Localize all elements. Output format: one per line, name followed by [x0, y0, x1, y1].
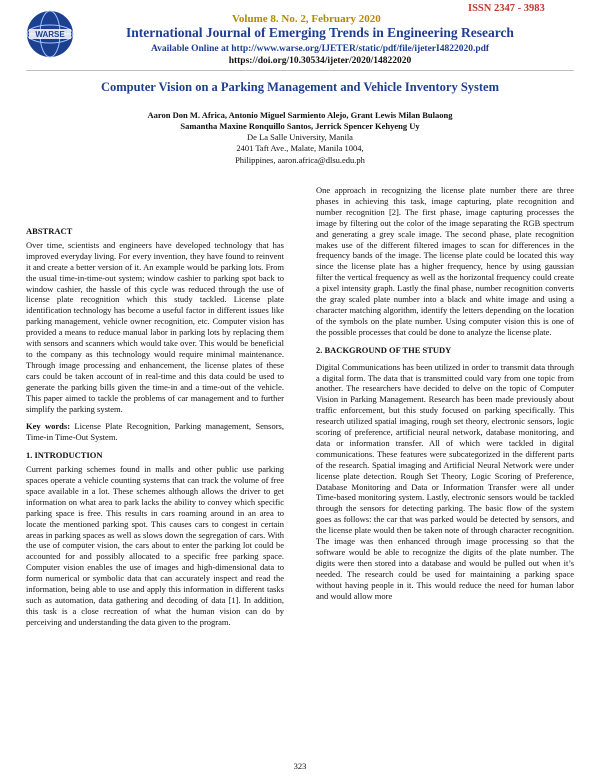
- doi-link[interactable]: https://doi.org/10.30534/ijeter/2020/14822020: [228, 56, 412, 66]
- warse-logo-icon: [26, 10, 74, 58]
- background-heading: 2. BACKGROUND OF THE STUDY: [316, 344, 452, 355]
- left-column: [26, 226, 284, 635]
- paper-title: Computer Vision on a Parking Management and Vehicle Inventory System: [100, 80, 500, 94]
- right-paragraph-1: One approach in recognizing the license plate number there are three phases in achieving this task, image capturing, plate recognition and number recognition [2]. The first phase, image capturing processes the image by filtering out the color of the image separating the RGB spectrum and generating a grey scale image. The second phase, plate recognition makes use of the different filtered images to scan for differences in the frequency bands of the image. The license plate could be located this way since the license plate has a higher frequency, hence by using gaussian filter the vertical frequency as well as the horizontal frequency could create a pixel intensity graph. Lastly the final phase, number recognition converts the gray scaled plate number into a black and white image and using a character matching algorithm, identify the letters depending on the location of the symbols on the plate number. Using computer vision this is one of the possible processes that could be done to analyze the license plate.: [316, 185, 574, 337]
- keywords: [26, 421, 284, 443]
- address-line-3: Philippines, aaron.africa@dlsu.edu.ph: [235, 155, 365, 165]
- volume-issue: Volume 8. No. 2, February 2020: [232, 13, 381, 25]
- address-line-2: 2401 Taft Ave., Malate, Manila 1004,: [236, 143, 364, 153]
- right-column: [316, 185, 574, 609]
- keywords-text: License Plate Recognition, Parking management, Sensors, Time-in Time-Out System.: [26, 421, 284, 443]
- keywords-label: Key words:: [26, 421, 71, 432]
- svg-text:WARSE: WARSE: [35, 30, 65, 39]
- journal-title: International Journal of Emerging Trends in Engineering Research: [126, 25, 514, 40]
- page-number: 323: [293, 761, 307, 771]
- authors-line-1: Aaron Don M. Africa, Antonio Miguel Sarmiento Alejo, Grant Lewis Milan Bulaong: [147, 110, 453, 120]
- right-paragraph-2: Digital Communications has been utilized in order to transmit data through a digital form. The data that is transmitted could vary from one topic from another. The researchers have decided to delve on the topic of Computer Vision in Parking Management. Research has been made previously about traffic enforcement, but this study focused on parking specifically. This research utilized spatial imaging, rough set theory, electronic sensors, logic scoring of preference, artificial neural network, database monitoring, and data or information transfer. All of which were tackled in digital communications. These features were subcategorized in the different parts of the research. Spatial imaging and Artificial Neural Network were under license plate detection. Rough Set Theory, Logic Scoring of Preference, Database Monitoring and Data or Information Transfer were all under Time-based monitoring system. Lastly, electronic sensors would be tackled through the sensors for detecting parking. The basic flow of the system goes as follows: the car that was parked would be detected by sensors, and the license plate would then be taken note of through character recognition. The image was then enhanced through image processing so that the software would be able to recognize the digits of the plate number. The digits were then stored into a database and would be pulled out when it’s needed. The research could be used for maintaining a parking space without having people in it. This would reduce the need for human labor and would allow more: [316, 361, 574, 601]
- introduction-heading: 1. INTRODUCTION: [26, 450, 103, 461]
- abstract-text: Over time, scientists and engineers have developed technology that has improved everyday living. For every invention, they have found to reinvent it and create a better version of it. An example would be parking lots. From the usual time-in-time-out system; window cashier to parking spot back to window cashier, the hassle of this cycle was reduced through the use of license plate recognition which this study tackled. License plate identification technology has become a useful factor in different issues like parking management, vehicle owner recognition, etc. Computer vision has provided a means to reduce manual labor in parking lots by replacing them with sensors and scanners which would take over. This would be beneficial to the company as this technology would require minimal maintenance. Through image processing and enhancement, the license plates of these cars could be taken account of in real-time and this data could be used to generate the parking bills given the time-in and a time-out of the vehicle. This paper aimed to tackle the problems of car management and to further simplify the parking system.: [26, 239, 284, 414]
- authors-line-2: Samantha Maxine Ronquillo Santos, Jerrick Spencer Kehyeng Uy: [180, 121, 420, 131]
- header-divider: [26, 70, 574, 71]
- introduction-text: Current parking schemes found in malls and other public use parking spaces operate a vehicle counting systems that can track the volume of free space available in a lot. These schemes although allows the driver to get information on what area to park lacks the ability to convey which specific parking space is free. This results in cars roaming around in an area to locate the mentioned parking spot. This causes cars to congest in certain areas in parking spaces as well as slows down the segregation of cars. With the use of computer vision, the cars about to enter the parking lot could be accounted for and possibly allocated to a specific free parking space. Computer vision enables the use of images and high-dimensional data to form numerical or symbolic data that can accurately inspect and read the information, being able to use and apply this information in different tasks such as automation, data gathering and decoding of data [1]. In addition, this task is a close recreation of what the human vision can do by perceiving and understanding the data given to the program.: [26, 464, 284, 627]
- issn-label: ISSN 2347 - 3983: [468, 3, 545, 14]
- abstract-heading: ABSTRACT: [26, 226, 73, 236]
- available-online-link[interactable]: Available Online at http://www.warse.org/IJETER/static/pdf/file/ijeterI4822020.pdf: [150, 44, 490, 54]
- address-line-1: De La Salle University, Manila: [247, 132, 353, 142]
